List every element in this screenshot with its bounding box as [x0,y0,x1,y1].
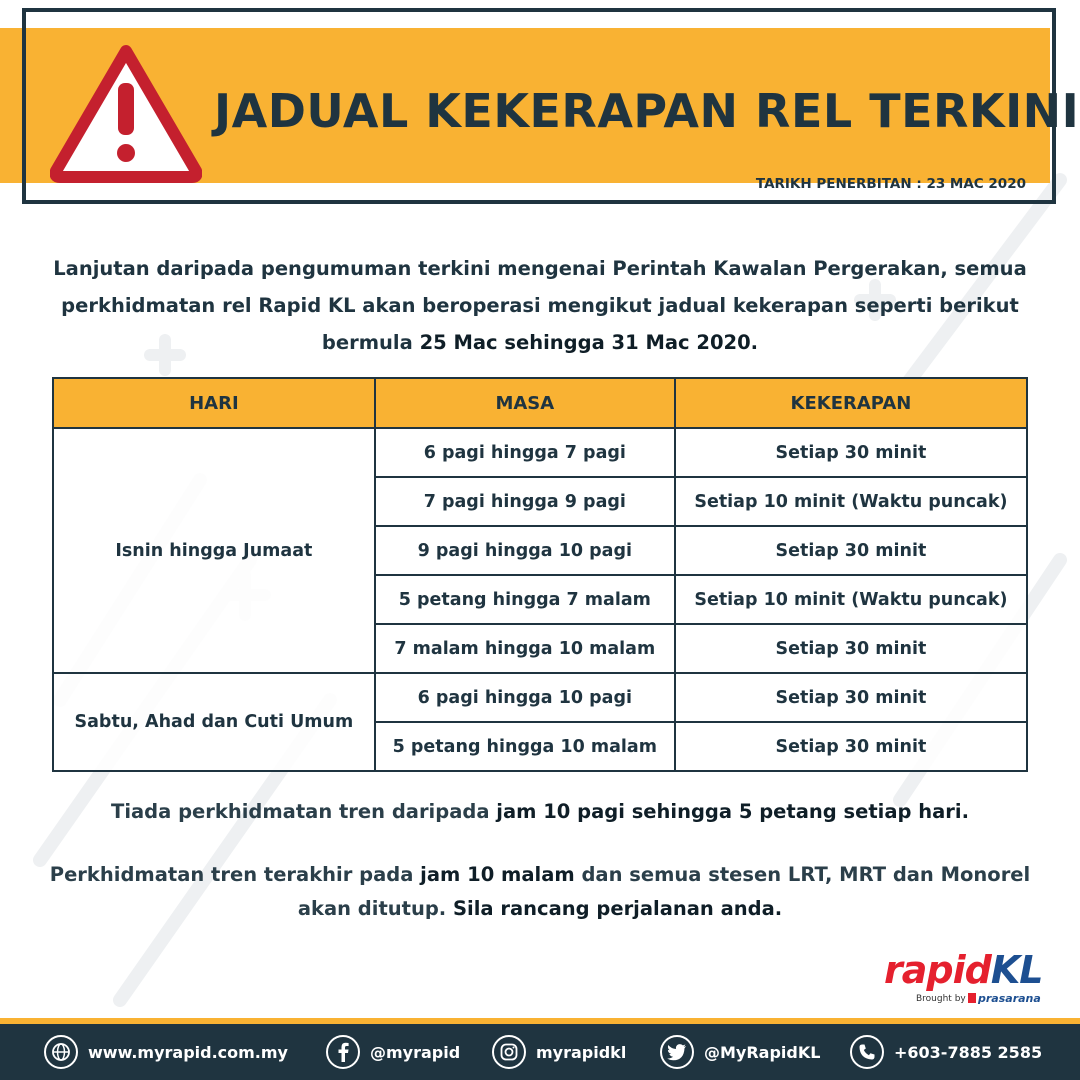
note2-bold: jam 10 malam [420,863,575,886]
phone-text: +603-7885 2585 [894,1042,1043,1062]
note1-bold: jam 10 pagi sehingga 5 petang setiap hari. [496,800,969,823]
prasarana-logo [968,992,1041,1005]
table-row [53,428,1027,477]
note2-prefix: Perkhidmatan tren terakhir pada [49,863,421,886]
logo-word-red: rapid [884,948,991,992]
warning-triangle-icon [50,43,202,183]
note2-line-2 [40,892,1040,926]
rapidkl-logo [884,950,1044,1010]
note2-line-1 [40,858,1040,892]
footer-website[interactable] [44,1033,288,1071]
time-cell: 6 pagi hingga 7 pagi [375,428,675,477]
prasarana-label: prasarana [978,992,1041,1005]
time-cell: 7 pagi hingga 9 pagi [375,477,675,526]
time-cell: 9 pagi hingga 10 pagi [375,526,675,575]
intro-line-3-prefix: bermula [321,331,420,354]
facebook-text: @myrapid [370,1042,461,1062]
intro-paragraph [40,250,1040,361]
table-row [53,673,1027,722]
intro-line-3 [40,324,1040,361]
phone-icon [850,1035,884,1069]
facebook-icon [326,1035,360,1069]
note-last-train [40,858,1040,926]
frequency-cell: Setiap 30 minit [675,624,1027,673]
frequency-cell: Setiap 10 minit (Waktu puncak) [675,477,1027,526]
website-text: www.myrapid.com.my [88,1042,288,1062]
logo-wordmark [884,950,1044,990]
footer-bar [0,1024,1080,1080]
frequency-cell: Setiap 30 minit [675,722,1027,771]
header-kekerapan: KEKERAPAN [675,378,1027,428]
frequency-cell: Setiap 30 minit [675,673,1027,722]
header-hari: HARI [53,378,375,428]
twitter-icon [660,1035,694,1069]
time-cell: 5 petang hingga 7 malam [375,575,675,624]
header-banner [0,8,1080,208]
table-header-row [53,378,1027,428]
instagram-icon [492,1035,526,1069]
time-cell: 7 malam hingga 10 malam [375,624,675,673]
footer-twitter[interactable] [660,1033,820,1071]
note2-line2-prefix: akan ditutup. [297,897,454,920]
note-no-service [40,800,1040,823]
intro-line-1: Lanjutan daripada pengumuman terkini mengenai Perintah Kawalan Pergerakan, semua [53,257,1027,280]
footer-phone[interactable] [850,1033,1042,1071]
prasarana-mark-icon [968,993,976,1003]
intro-line-2: perkhidmatan rel Rapid KL akan beroperasi mengikut jadual kekerapan seperti berikut [61,294,1019,317]
twitter-text: @MyRapidKL [704,1042,821,1062]
schedule-table [52,377,1028,772]
intro-date-range: 25 Mac sehingga 31 Mac 2020. [419,331,759,354]
header-masa: MASA [375,378,675,428]
frequency-cell: Setiap 30 minit [675,526,1027,575]
time-cell: 6 pagi hingga 10 pagi [375,673,675,722]
page-title: JADUAL KEKERAPAN REL TERKINI [214,84,1080,138]
publish-date: TARIKH PENERBITAN : 23 MAC 2020 [755,176,1026,192]
globe-icon [44,1035,78,1069]
instagram-text: myrapidkl [536,1042,627,1062]
note1-prefix: Tiada perkhidmatan tren daripada [111,800,497,823]
logo-word-blue: KL [990,948,1043,992]
note2-mid: dan semua stesen LRT, MRT dan Monorel [574,863,1031,886]
time-cell: 5 petang hingga 10 malam [375,722,675,771]
brought-by-label: Brought by [916,994,966,1004]
note2-line2-bold: Sila rancang perjalanan anda. [453,897,783,920]
day-cell-weekend: Sabtu, Ahad dan Cuti Umum [53,673,375,771]
footer-instagram[interactable] [492,1033,626,1071]
day-cell-weekdays: Isnin hingga Jumaat [53,428,375,673]
frequency-cell: Setiap 10 minit (Waktu puncak) [675,575,1027,624]
footer-facebook[interactable] [326,1033,460,1071]
frequency-cell: Setiap 30 minit [675,428,1027,477]
